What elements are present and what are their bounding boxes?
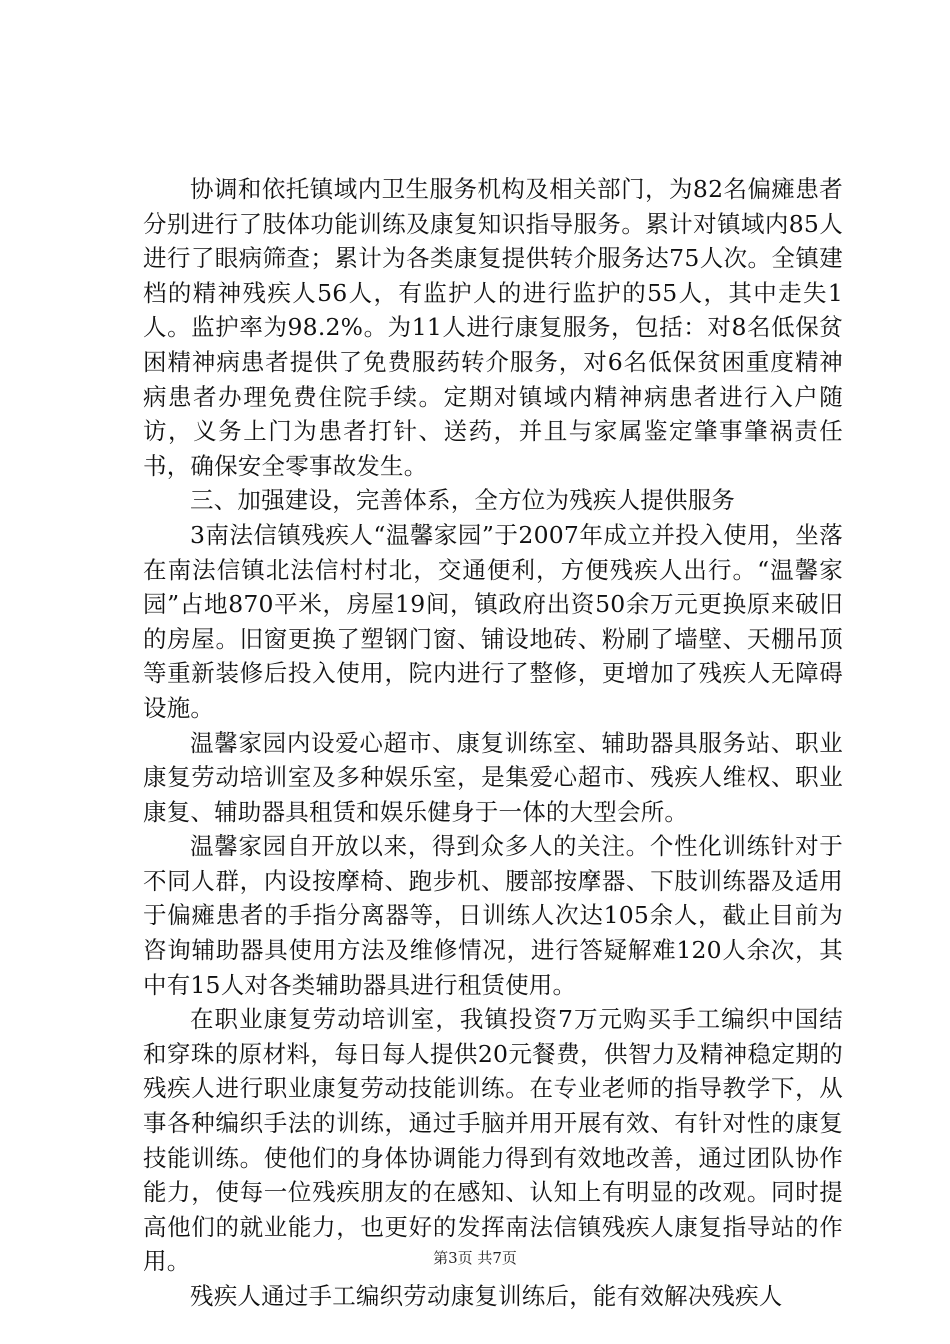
paragraph-warm-home-intro: 3南法信镇残疾人“温馨家园”于2007年成立并投入使用，坐落在南法信镇北法信村村北，交通便利，方便残疾人出行。“温馨家园”占地870平米，房屋19间，镇政府出资50余万元更换原来破旧的房屋。旧窗更换了塑钢门窗、铺设地砖、粉刷了墙壁、天棚吊顶等重新装修后投入使用，院内进行了整修，更增加了残疾人无障碍设施。 — [143, 520, 843, 722]
paragraph-rehab-services: 协调和依托镇域内卫生服务机构及相关部门，为82名偏瘫患者分别进行了肢体功能训练及康复知识指导服务。累计对镇域内85人进行了眼病筛查；累计为各类康复提供转介服务达75人次。全镇建档的精神残疾人56人，有监护人的进行监护的55人，其中走失1人。监护率为98.2%。为11人进行康复服务，包括：对8名低保贫困精神病患者提供了免费服药转介服务，对6名低保贫困重度精神病患者办理免费住院手续。定期对镇域内精神病患者进行入户随访，义务上门为患者打针、送药，并且与家属鉴定肇事肇祸责任书，确保安全零事故发生。 — [143, 175, 843, 480]
paragraph-training: 温馨家园自开放以来，得到众多人的关注。个性化训练针对于不同人群，内设按摩椅、跑步机、腰部按摩器、下肢训练器及适用于偏瘫患者的手指分离器等，日训练人次达105余人，截止目前为咨询辅助器具使用方法及维修情况，进行答疑解难120人余次，其中有15人对各类辅助器具进行租赁使用。 — [143, 832, 843, 999]
paragraph-vocational-training: 在职业康复劳动培训室，我镇投资7万元购买手工编织中国结和穿珠的原材料，每日每人提供20元餐费，供智力及精神稳定期的残疾人进行职业康复劳动技能训练。在专业老师的指导教学下，从事各种编织手法的训练，通过手脑并用开展有效、有针对性的康复技能训练。使他们的身体协调能力得到有效地改善，通过团队协作能力，使每一位残疾朋友的在感知、认知上有明显的改观。同时提高他们的就业能力，也更好的发挥南法信镇残疾人康复指导站的作用。 — [143, 1005, 843, 1276]
document-body — [143, 172, 843, 1314]
paragraph-warm-home-facilities: 温馨家园内设爱心超市、康复训练室、辅助器具服务站、职业康复劳动培训室及多种娱乐室，是集爱心超市、残疾人维权、职业康复、辅助器具租赁和娱乐健身于一体的大型会所。 — [143, 728, 843, 826]
section-heading-3: 三、加强建设，完善体系，全方位为残疾人提供服务 — [190, 486, 736, 515]
page-footer: 第3页 共7页 — [433, 1249, 517, 1267]
paragraph-handicraft: 残疾人通过手工编织劳动康复训练后，能有效解决残疾人 — [190, 1282, 783, 1310]
